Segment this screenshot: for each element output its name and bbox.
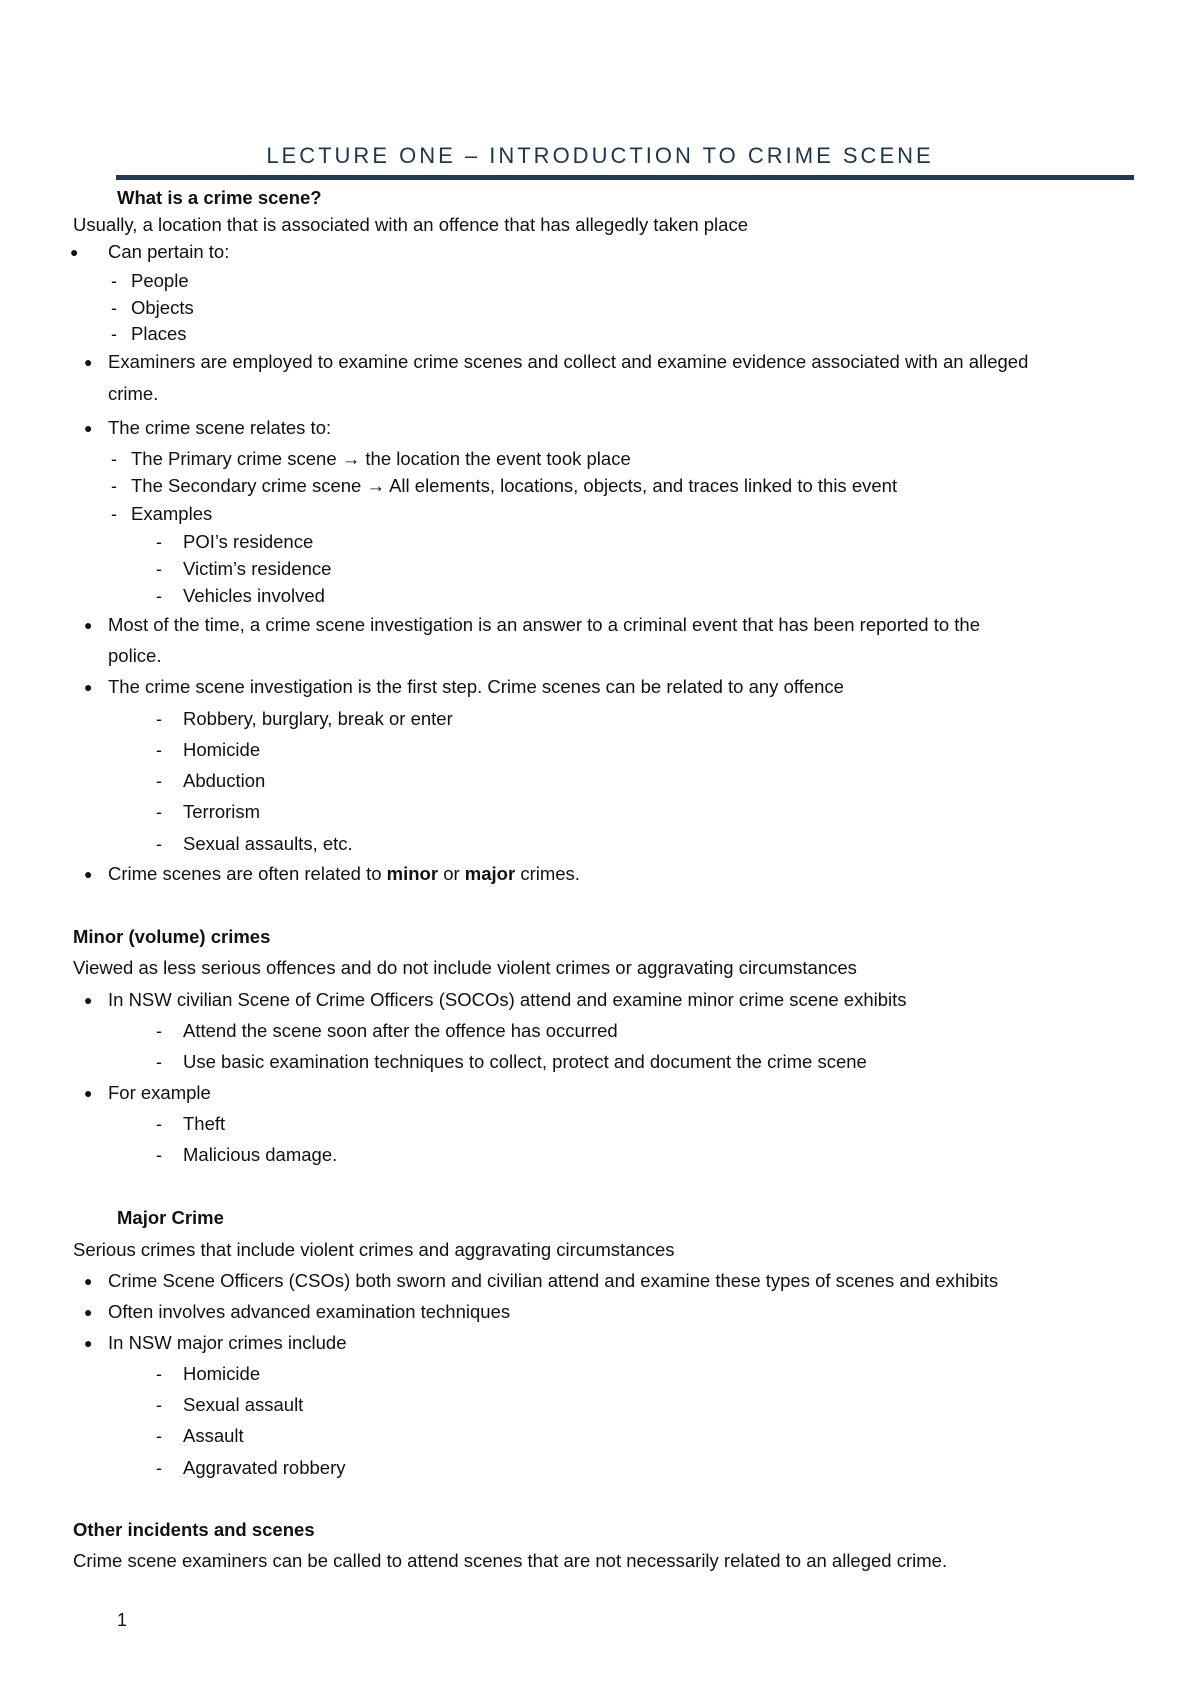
dash-icon: - [156,771,162,791]
dash-icon: - [111,476,117,496]
list-item: The Primary crime scene → the location the event took place [131,448,631,469]
dash-icon: - [156,559,162,579]
list-item: Theft [183,1113,226,1134]
page-number: 1 [117,1610,128,1630]
list-item: Homicide [183,1363,261,1384]
dash-icon: - [111,504,117,524]
bullet-icon: ● [84,866,93,882]
bullet-icon: ● [84,1085,93,1101]
dash-icon: - [111,298,117,318]
bullet-icon: ● [84,1273,93,1289]
bullet-advanced: Often involves advanced examination techniques [108,1301,511,1322]
bullet-csos: Crime Scene Officers (CSOs) both sworn and civilian attend and examine these types of scenes and exhibits [108,1270,999,1291]
list-item: POI’s residence [183,531,314,552]
dash-icon: - [156,586,162,606]
section-intro-major: Serious crimes that include violent crimes and aggravating circumstances [73,1239,675,1260]
bullet-icon: ● [84,354,93,370]
section-intro-what: Usually, a location that is associated with an offence that has allegedly taken place [73,214,748,235]
list-item: Use basic examination techniques to collect, protect and document the crime scene [183,1051,867,1072]
list-item: Examples [131,503,213,524]
dash-icon: - [111,449,117,469]
dash-icon: - [156,740,162,760]
page-title: LECTURE ONE – INTRODUCTION TO CRIME SCENE [266,143,934,168]
bullet-icon: ● [84,420,93,436]
bullet-nsw-major: In NSW major crimes include [108,1332,347,1353]
list-item: Objects [131,297,194,318]
bullet-minor-major: Crime scenes are often related to minor or major crimes. [108,863,580,884]
bullet-for-example: For example [108,1082,211,1103]
dash-icon: - [156,1395,162,1415]
dash-icon: - [156,1364,162,1384]
list-item: Terrorism [183,801,261,822]
bullet-examiners: Examiners are employed to examine crime scenes and collect and examine evidence associated with an alleged [108,351,1029,372]
list-item: Assault [183,1425,244,1446]
dash-icon: - [111,324,117,344]
list-item: Places [131,323,187,344]
section-intro-other: Crime scene examiners can be called to attend scenes that are not necessarily related to an alleged crime. [73,1550,948,1571]
title-rule [116,175,1134,180]
bullet-first-step: The crime scene investigation is the first step. Crime scenes can be related to any offence [108,676,844,697]
dash-icon: - [156,802,162,822]
list-item: Victim’s residence [183,558,332,579]
list-item: Vehicles involved [183,585,325,606]
dash-icon: - [156,1426,162,1446]
dash-icon: - [156,709,162,729]
bullet-most-time-cont: police. [108,645,162,666]
bullet-can-pertain: Can pertain to: [108,241,230,262]
list-item: The Secondary crime scene → All elements, locations, objects, and traces linked to this event [131,475,898,496]
list-item: Aggravated robbery [183,1457,346,1478]
list-item: Abduction [183,770,266,791]
dash-icon: - [156,532,162,552]
bullet-icon: ● [84,1304,93,1320]
section-heading-major: Major Crime [117,1207,224,1228]
bullet-icon: ● [70,244,79,260]
list-item: Sexual assaults, etc. [183,833,353,854]
dash-icon: - [156,1145,162,1165]
section-heading-other: Other incidents and scenes [73,1519,315,1540]
bullet-icon: ● [84,679,93,695]
bullet-icon: ● [84,1335,93,1351]
dash-icon: - [156,1021,162,1041]
section-heading-what: What is a crime scene? [117,187,322,208]
dash-icon: - [111,271,117,291]
bullet-examiners-cont: crime. [108,383,159,404]
list-item: Sexual assault [183,1394,304,1415]
bullet-icon: ● [84,617,93,633]
bullet-relates: The crime scene relates to: [108,417,332,438]
bullet-most-time: Most of the time, a crime scene investigation is an answer to a criminal event that has been reported to the [108,614,981,635]
list-item: Homicide [183,739,261,760]
list-item: People [131,270,189,291]
list-item: Attend the scene soon after the offence has occurred [183,1020,618,1041]
dash-icon: - [156,1458,162,1478]
dash-icon: - [156,834,162,854]
section-heading-minor: Minor (volume) crimes [73,926,271,947]
bullet-icon: ● [84,992,93,1008]
dash-icon: - [156,1114,162,1134]
dash-icon: - [156,1052,162,1072]
section-intro-minor: Viewed as less serious offences and do not include violent crimes or aggravating circumstances [73,957,857,978]
bullet-socos: In NSW civilian Scene of Crime Officers (SOCOs) attend and examine minor crime scene exhibits [108,989,907,1010]
list-item: Malicious damage. [183,1144,338,1165]
list-item: Robbery, burglary, break or enter [183,708,453,729]
